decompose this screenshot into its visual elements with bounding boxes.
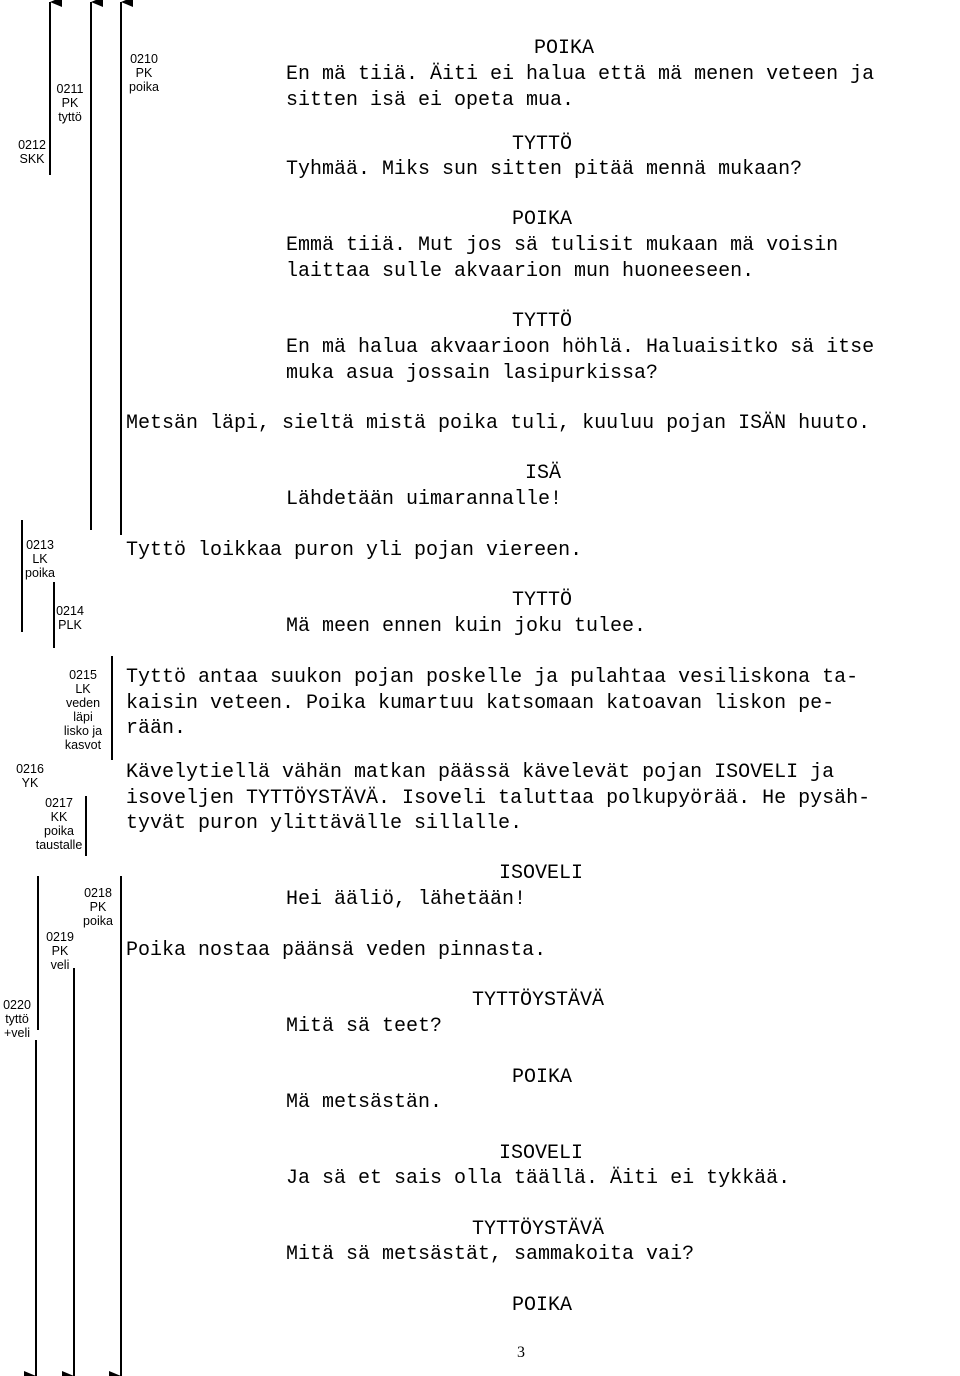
character-name: ISOVELI (499, 862, 584, 885)
character-name: TYTTÖ (512, 589, 573, 612)
dialogue: Ja sä et sais olla täällä. Äiti ei tykkää. (286, 1167, 791, 1190)
character-name: POIKA (534, 37, 595, 60)
dialogue: Emmä tiiä. Mut jos sä tulisit mukaan mä voisin laittaa sulle akvaarion mun huoneeseen. (286, 234, 839, 283)
page-number: 3 (517, 1344, 525, 1361)
character-name: TYTTÖYSTÄVÄ (472, 1218, 605, 1241)
action-line: Poika nostaa päänsä veden pinnasta. (126, 939, 547, 962)
character-name: POIKA (512, 1294, 573, 1317)
character-name: POIKA (512, 208, 573, 231)
shot-label-0210: 0210 PK poika (129, 52, 159, 94)
shot-label-0220: 0220 tyttö +veli (3, 998, 31, 1040)
shot-label-0219: 0219 PK veli (46, 930, 74, 972)
character-name: TYTTÖ (512, 310, 573, 333)
action-line: Tyttö loikkaa puron yli pojan viereen. (126, 539, 583, 562)
shot-label-0217: 0217 KK poika taustalle (35, 796, 83, 852)
character-name: ISOVELI (499, 1142, 584, 1165)
action-line: Kävelytiellä vähän matkan päässä kävelevät pojan ISOVELI ja isoveljen TYTTÖYSTÄVÄ. Isoveli taluttaa polkupyörää. He pysäh- tyvät puron ylittävälle sillalle. (126, 761, 871, 835)
shot-label-0211: 0211 PK tyttö (56, 82, 84, 124)
dialogue: Tyhmää. Miks sun sitten pitää mennä mukaan? (286, 158, 803, 181)
character-name: POIKA (512, 1066, 573, 1089)
dialogue: Mä meen ennen kuin joku tulee. (286, 615, 647, 638)
shot-label-0212: 0212 SKK (18, 138, 46, 166)
shot-label-0213: 0213 LK poika (25, 538, 55, 580)
character-name: TYTTÖ (512, 133, 573, 156)
dialogue: En mä tiiä. Äiti ei halua että mä menen veteen ja sitten isä ei opeta mua. (286, 63, 875, 112)
dialogue: En mä halua akvaarioon höhlä. Haluaisitko sä itse muka asua jossain lasipurkissa? (286, 336, 875, 385)
shot-label-0214: 0214 PLK (56, 604, 84, 632)
character-name: TYTTÖYSTÄVÄ (472, 989, 605, 1012)
dialogue: Hei ääliö, lähetään! (286, 888, 527, 911)
shot-label-0216: 0216 YK (16, 762, 44, 790)
dialogue: Mitä sä metsästät, sammakoita vai? (286, 1243, 695, 1266)
dialogue: Mitä sä teet? (286, 1015, 443, 1038)
action-line: Tyttö antaa suukon pojan poskelle ja pulahtaa vesiliskona ta- kaisin veteen. Poika kumartuu katsomaan katoavan liskon pe- rään. (126, 666, 859, 740)
shot-label-0218: 0218 PK poika (83, 886, 113, 928)
character-name: ISÄ (525, 462, 562, 485)
action-line: Metsän läpi, sieltä mistä poika tuli, kuuluu pojan ISÄN huuto. (126, 412, 871, 435)
dialogue: Lähdetään uimarannalle! (286, 488, 563, 511)
shot-label-0215: 0215 LK veden läpi lisko ja kasvot (63, 668, 103, 752)
dialogue: Mä metsästän. (286, 1091, 443, 1114)
